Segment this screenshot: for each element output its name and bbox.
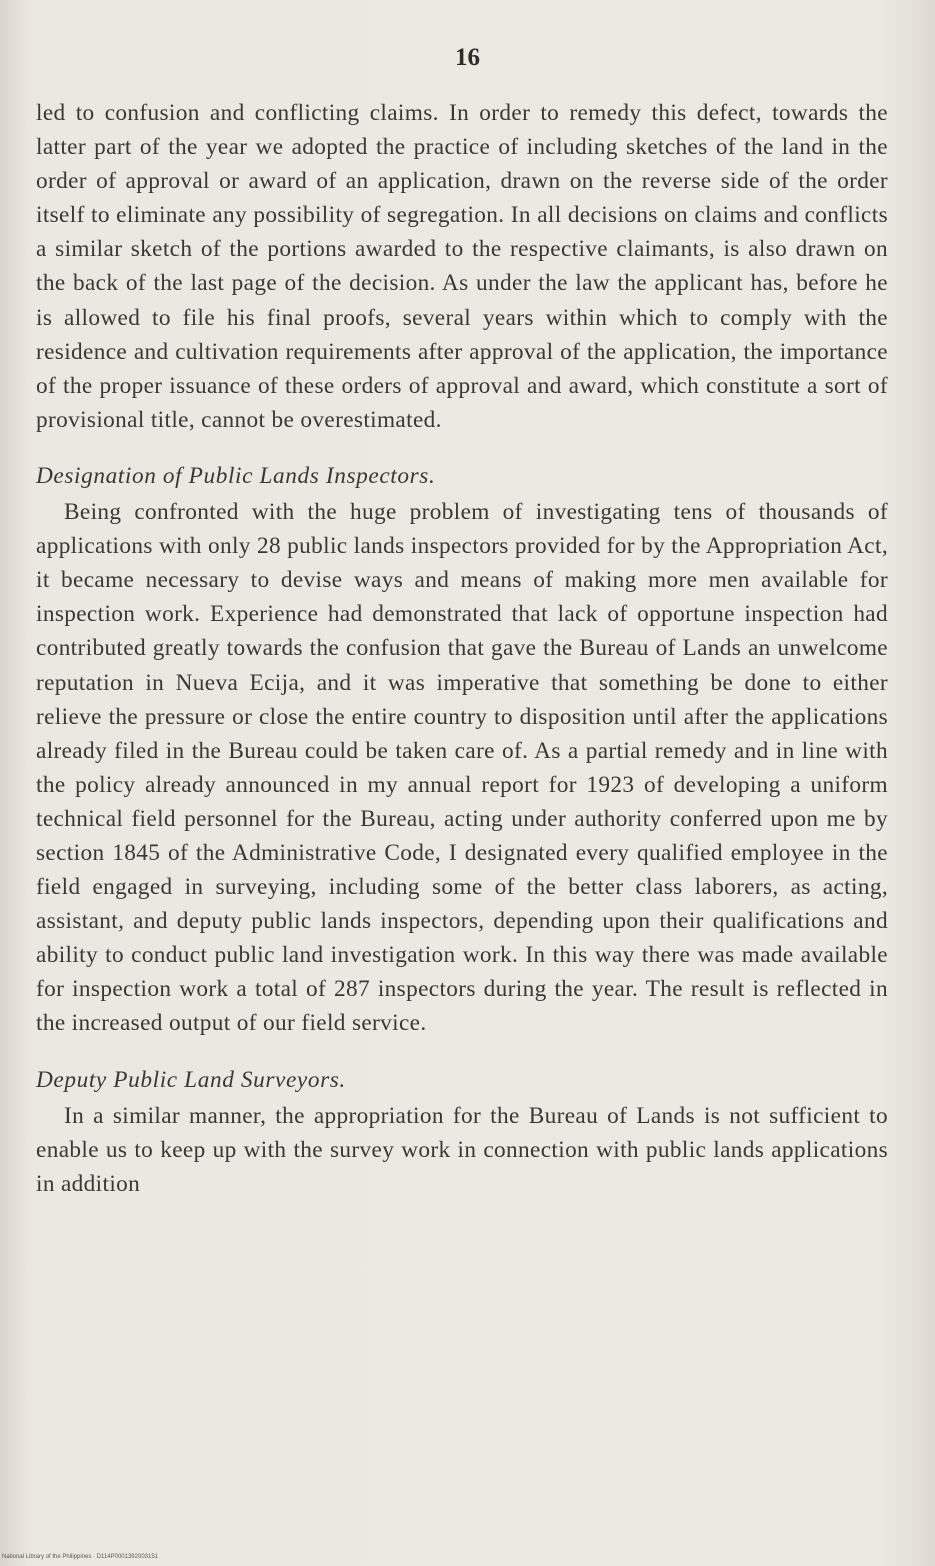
paragraph-orders-of-approval: led to confusion and conflicting claims. In order to remedy this defect, towards the latter part of the year we adopted the practice of including sketches of the land in the order of approval or award of an application, drawn on the reverse side of the order itself to eliminate any possibility of segregation. In all decisions on claims and conflicts a similar sketch of the portions awarded to the respective claimants, is also drawn on the back of the last page of the decision. As under the law the applicant has, before he is allowed to file his final proofs, several years within which to comply with the residence and cultivation requirements after approval of the application, the importance of the proper issuance of these orders of approval and award, which constitute a sort of provisional title, cannot be overestimated. — [36, 100, 888, 433]
section-heading-deputy-surveyors: Deputy Public Land Surveyors. — [36, 1066, 346, 1093]
section-heading-public-lands-inspectors: Designation of Public Lands Inspectors. — [36, 462, 436, 489]
paragraph-inspectors: Being confronted with the huge problem of investigating tens of thousands of applications with only 28 public lands inspectors provided for by the Appropriation Act, it became necessary to devise ways and means of making more men available for inspection work. Experience had demonstrated that lack of opportune inspection had contributed greatly towards the confusion that gave the Bureau of Lands an unwelcome reputation in Nueva Ecija, and it was imperative that something be done to either relieve the pressure or close the entire country to disposition until after the applications already filed in the Bureau could be taken care of. As a partial remedy and in line with the policy already announced in my annual report for 1923 of developing a uniform technical field personnel for the Bureau, acting under authority conferred upon me by section 1845 of the Administrative Code, I designated every qualified employee in the field engaged in surveying, including some of the better class laborers, as acting, assistant, and deputy public lands inspectors, depending upon their qualifications and ability to conduct public land investigation work. In this way there was made available for inspection work a total of 287 inspectors during the year. The result is reflected in the increased output of our field service. — [36, 499, 888, 1037]
body-text — [36, 96, 888, 1201]
scan-credit: National Library of the Philippines · D114P0001392003151 — [2, 1554, 158, 1560]
page-number: 16 — [455, 44, 480, 71]
paragraph-deputy-surveyors: In a similar manner, the appropriation for the Bureau of Lands is not sufficient to enable us to keep up with the survey work in connection with public lands applications in addition — [36, 1102, 888, 1197]
